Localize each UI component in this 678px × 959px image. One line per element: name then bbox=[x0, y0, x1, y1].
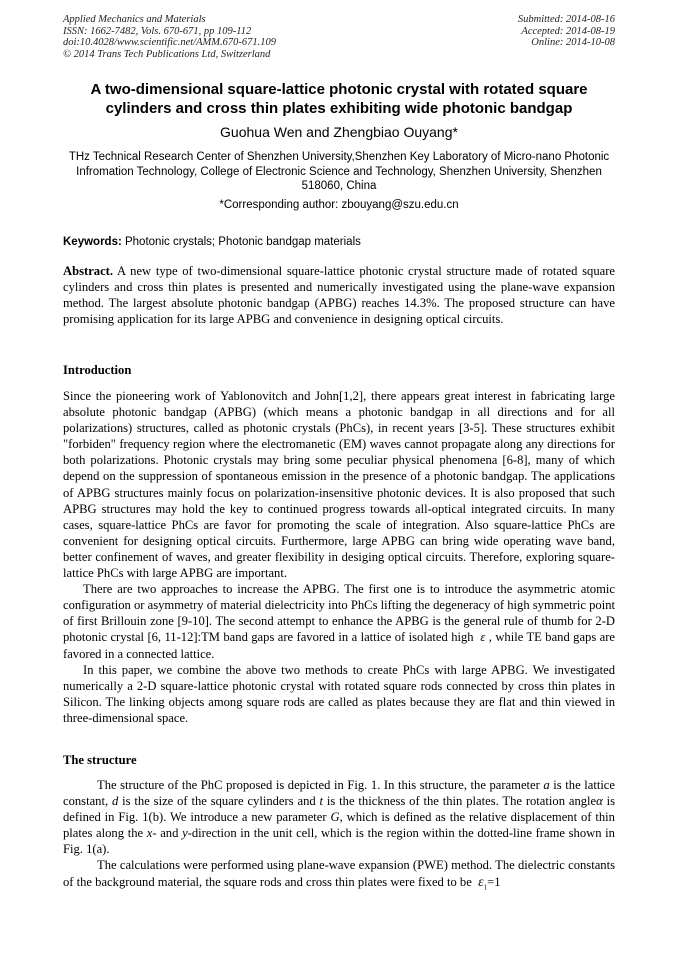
var-a: a bbox=[543, 778, 550, 792]
var-d: d bbox=[112, 794, 119, 809]
journal-header-right bbox=[518, 14, 615, 49]
keywords-label: Keywords: bbox=[63, 236, 122, 248]
epsilon-symbol: ε bbox=[480, 630, 486, 645]
journal-name: Applied Mechanics and Materials bbox=[63, 14, 206, 25]
struct-text: is the lattice constant, bbox=[63, 778, 615, 809]
online-date: Online: 2014-10-08 bbox=[531, 37, 615, 48]
affiliation: THz Technical Research Center of Shenzhen University,Shenzhen Key Laboratory of Micro-nano Photonic Infromation Technology, College of Electronic Science and Technology, Shenzhen University, Shenzhen 518060, China bbox=[68, 151, 610, 192]
copyright-line: © 2014 Trans Tech Publications Ltd, Switzerland bbox=[63, 48, 271, 60]
keywords-text: Photonic crystals; Photonic bandgap materials bbox=[121, 236, 361, 248]
intro-paragraph-3: In this paper, we combine the above two methods to create PhCs with large APBG. We investigated numerically a 2-D square-lattice photonic crystal with rotated square rods connected by cross thin plates in Silicon. The linking objects among square rods are called as plates because they are flat and thin viewed in three-dimensional space. bbox=[63, 662, 615, 725]
introduction-body bbox=[63, 388, 615, 726]
struct-text: is the thickness of the thin plates. The rotation angle bbox=[326, 794, 597, 809]
abstract bbox=[63, 263, 615, 327]
struct-text: The structure of the PhC proposed is depicted in Fig. 1. In this structure, the parameter bbox=[97, 778, 540, 792]
journal-header-left bbox=[63, 14, 276, 60]
doi-line: doi:10.4028/www.scientific.net/AMM.670-671.109 bbox=[63, 37, 276, 48]
intro-p2-tail: , while TE band gaps are favored in a connected lattice. bbox=[63, 630, 616, 661]
submitted-date: Submitted: 2014-08-16 bbox=[517, 14, 615, 25]
accepted-date: Accepted: 2014-08-19 bbox=[521, 25, 615, 37]
var-y: y bbox=[182, 826, 188, 841]
struct-text: and bbox=[160, 826, 179, 841]
structure-body bbox=[63, 777, 615, 895]
section-heading-introduction: Introduction bbox=[63, 363, 132, 377]
keywords bbox=[63, 235, 615, 249]
abstract-text: A new type of two-dimensional square-lattice photonic crystal structure made of rotated square cylinders and cross thin plates is presented and numerically investigated using the plane-wave expansion method. The largest absolute photonic bandgap (APBG) reaches 14.3%. The proposed structure can have promising application for its large APBG and convenience in designing optical circuits. bbox=[63, 264, 615, 327]
struct-text: is defined in Fig. 1(b). We introduce a new parameter bbox=[63, 794, 616, 825]
equation-value: =1 bbox=[487, 874, 501, 889]
author-list: Guohua Wen and Zhengbiao Ouyang* bbox=[220, 124, 458, 140]
abstract-label: Abstract. bbox=[63, 264, 114, 278]
structure-paragraph-2 bbox=[63, 857, 615, 895]
epsilon-symbol: ε bbox=[478, 874, 484, 890]
corresponding-author: *Corresponding author: zbouyang@szu.edu.cn bbox=[219, 199, 459, 211]
var-g: G bbox=[330, 810, 340, 825]
struct-text: -direction in the unit cell, which is the region within the dotted-line frame shown in Fig. 1(a). bbox=[63, 826, 615, 857]
var-t: t bbox=[319, 794, 324, 809]
intro-paragraph-2 bbox=[63, 581, 615, 661]
section-heading-structure: The structure bbox=[63, 753, 137, 767]
issn-line: ISSN: 1662-7482, Vols. 670-671, pp 109-112 bbox=[63, 25, 252, 37]
struct-text: , which is defined as the relative displacement of thin plates along the bbox=[63, 810, 615, 841]
struct-text: is the size of the square cylinders and bbox=[122, 794, 316, 809]
structure-paragraph-1 bbox=[63, 777, 615, 857]
epsilon-subscript: 1 bbox=[483, 883, 488, 892]
intro-p2-text: There are two approaches to increase the APBG. The first one is to introduce the asymmetric atomic configuration or asymmetry of material dielectricity into PhCs lifting the degeneracy of high symmetric point of first Brillouin zone [9-10]. The second attempt to enhance the APBG is the general rule of thumb for 2-D photonic crystal [6, 11-12]:TM band gaps are favored in a lattice of isolated high bbox=[63, 582, 615, 645]
var-x: x- bbox=[146, 826, 157, 841]
paper-title: A two-dimensional square-lattice photonic crystal with rotated square cylinders and cross thin plates exhibiting wide photonic bandgap bbox=[90, 81, 588, 117]
intro-paragraph-1: Since the pioneering work of Yablonovitch and John[1,2], there appears great interest in fabricating large absolute photonic bandgap (APBG) (which means a photonic bandgap in all directions and for all polarizations) structures, called as photonic crystals (PhCs), in recent years [3-5]. These structures exhibit "forbiden" frequency region where the electromanetic (EM) waves cannot propagate along any directions for both polarizations. Photonic crystals may bring some peculiar physical phenomena [6-8], many of which depend on the suppression of spontaneous emission in the presence of a photonic bandgap. The applications of APBG structures mainly focus on polarization-insensitive photonic devices. It is also proposed that such APBG structures may hold the key to continued progress towards all-optical integrated circuits. In many cases, square-lattice PhCs are favor for promoting the scale of integration. Also square-lattice PhCs are convenient for designing optical circuits. Furthermore, large APBG can bring wide operating wave band, better confinement of waves, and greater flexibility in desiging optical circuits. Therefore, exploring square-lattice PhCs with large APBG are important. bbox=[63, 389, 615, 581]
var-alpha: α bbox=[596, 794, 603, 809]
struct-text: The calculations were performed using plane-wave expansion (PWE) method. The dielectric constants of the background material, the square rods and cross thin plates were fixed to be bbox=[63, 858, 615, 889]
